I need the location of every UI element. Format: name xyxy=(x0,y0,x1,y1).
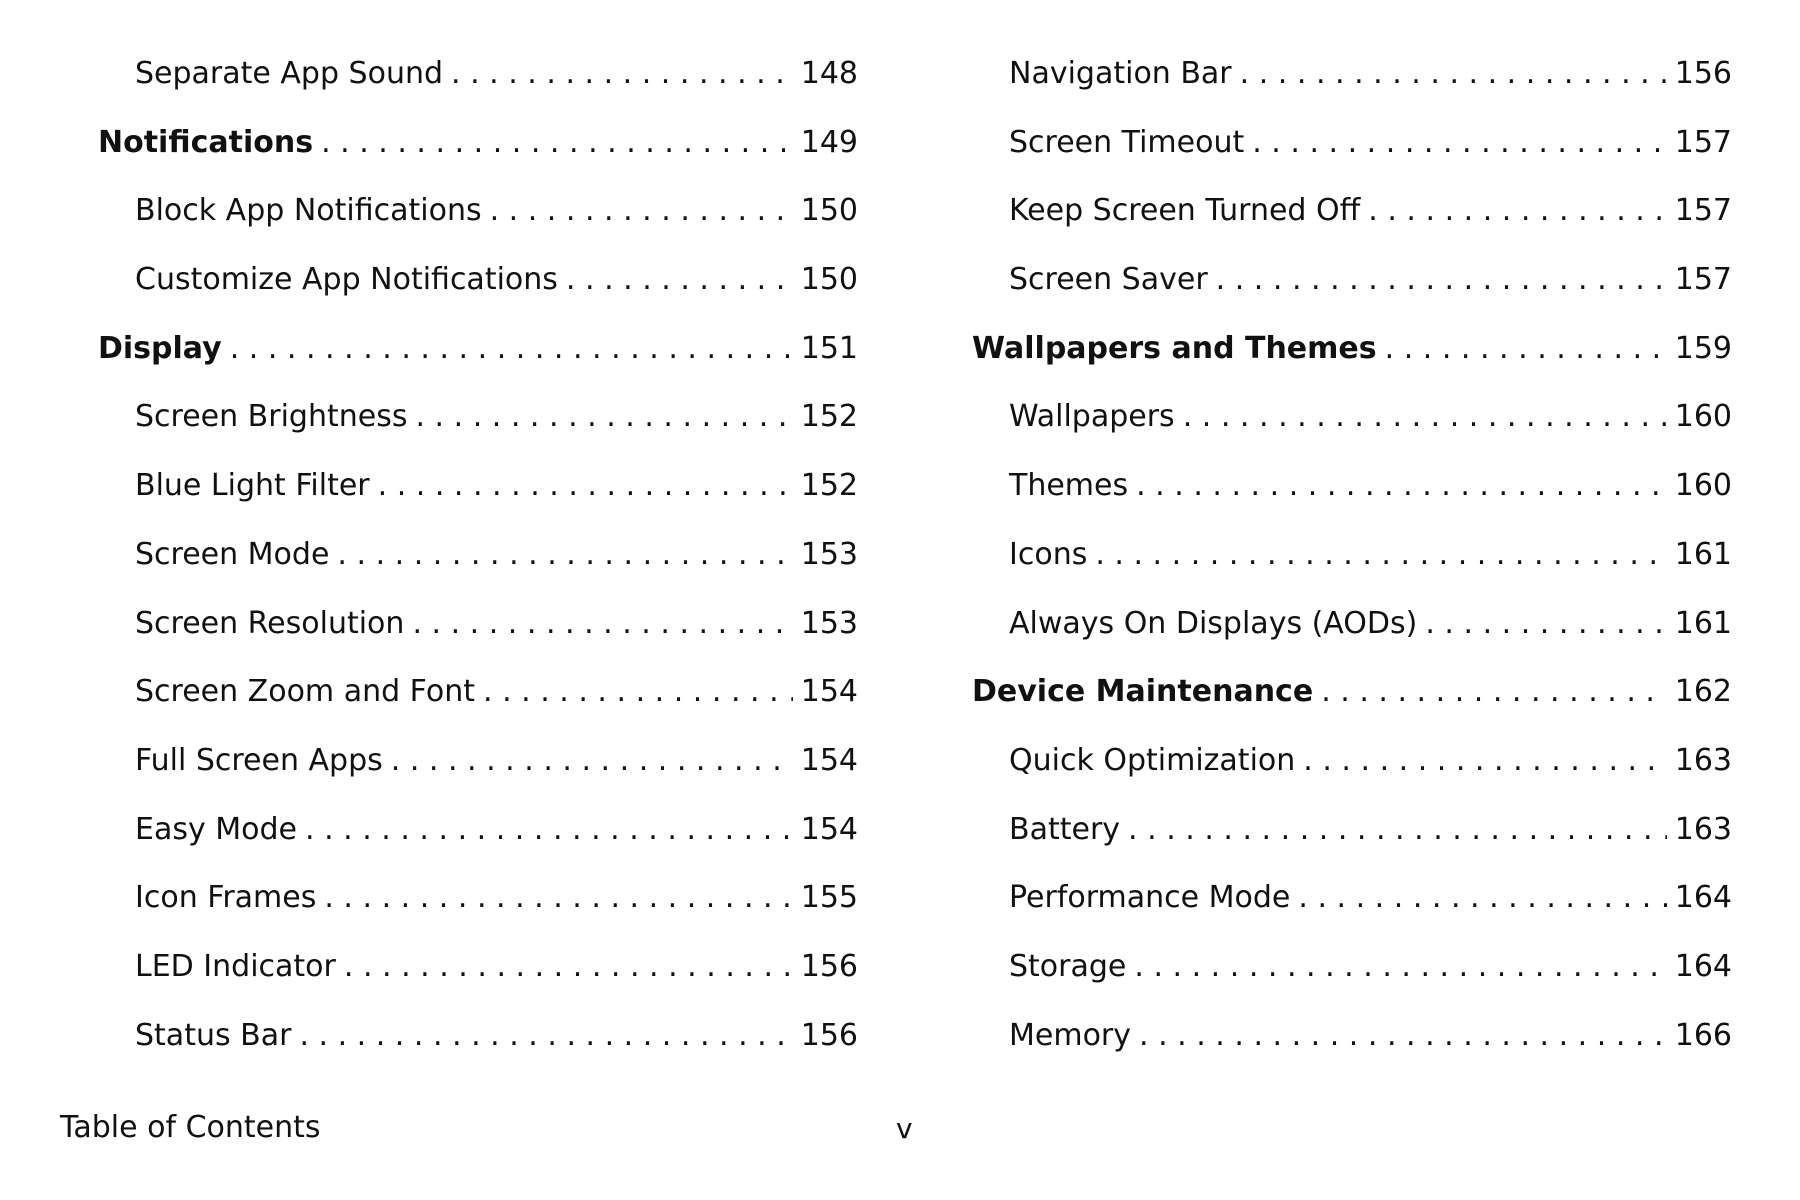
toc-subsection-entry[interactable] xyxy=(98,521,858,590)
toc-column-right xyxy=(972,40,1732,1070)
toc-entry-page-number: 157 xyxy=(1674,193,1732,229)
toc-entry-title: Screen Mode xyxy=(135,536,330,572)
toc-subsection-entry[interactable] xyxy=(98,933,858,1002)
toc-entry-page-number: 151 xyxy=(800,330,858,366)
toc-entry-title: Separate App Sound xyxy=(135,56,444,91)
toc-entry-page-number: 164 xyxy=(1674,948,1732,984)
toc-entry-page-number: 161 xyxy=(1674,536,1732,572)
toc-entry-page-number: 160 xyxy=(1674,468,1732,504)
toc-entry-title: Icon Frames xyxy=(135,880,317,916)
toc-entry-title: Blue Light Filter xyxy=(135,468,370,504)
toc-dot-leader xyxy=(321,109,793,178)
toc-entry-page-number: 154 xyxy=(800,674,858,710)
toc-dot-leader xyxy=(1136,452,1667,521)
toc-entry-page-number: 157 xyxy=(1674,262,1732,298)
toc-dot-leader xyxy=(412,590,792,659)
toc-entry-page-number: 155 xyxy=(800,880,858,916)
toc-dot-leader xyxy=(230,315,793,384)
toc-entry-page-number: 156 xyxy=(1674,56,1732,91)
toc-subsection-entry[interactable] xyxy=(972,177,1732,246)
toc-dot-leader xyxy=(1385,315,1667,384)
toc-dot-leader xyxy=(1134,933,1666,1002)
toc-entry-page-number: 150 xyxy=(800,193,858,229)
toc-dot-leader xyxy=(324,864,792,933)
toc-subsection-entry[interactable] xyxy=(972,796,1732,865)
footer-page-number: v xyxy=(896,1112,913,1145)
toc-entry-title: Screen Timeout xyxy=(1009,124,1245,160)
toc-entry-title: Navigation Bar xyxy=(1009,56,1232,91)
toc-subsection-entry[interactable] xyxy=(972,727,1732,796)
toc-entry-title: Block App Notifications xyxy=(135,193,482,229)
toc-dot-leader xyxy=(415,383,792,452)
toc-entry-title: Themes xyxy=(1009,468,1129,504)
toc-dot-leader xyxy=(566,246,793,315)
toc-entry-title: Screen Resolution xyxy=(135,605,405,641)
toc-entry-page-number: 164 xyxy=(1674,880,1732,916)
toc-subsection-entry[interactable] xyxy=(98,1002,858,1071)
toc-dot-leader xyxy=(1128,796,1667,865)
toc-entry-title: Always On Displays (AODs) xyxy=(1009,605,1418,641)
toc-subsection-entry[interactable] xyxy=(972,40,1732,109)
toc-dot-leader xyxy=(378,452,793,521)
toc-subsection-entry[interactable] xyxy=(98,452,858,521)
toc-dot-leader xyxy=(1321,658,1667,727)
toc-subsection-entry[interactable] xyxy=(98,727,858,796)
toc-entry-page-number: 156 xyxy=(800,948,858,984)
toc-entry-page-number: 156 xyxy=(800,1017,858,1053)
toc-entry-title: Wallpapers and Themes xyxy=(972,330,1377,366)
toc-entry-title: Memory xyxy=(1009,1017,1132,1053)
toc-section-entry[interactable] xyxy=(98,315,858,384)
toc-entry-page-number: 149 xyxy=(800,124,858,160)
toc-entry-page-number: 152 xyxy=(800,399,858,435)
toc-subsection-entry[interactable] xyxy=(98,796,858,865)
toc-dot-leader xyxy=(337,521,792,590)
toc-entry-title: Screen Zoom and Font xyxy=(135,674,475,710)
toc-entry-title: Performance Mode xyxy=(1009,880,1291,916)
toc-subsection-entry[interactable] xyxy=(972,452,1732,521)
toc-section-entry[interactable] xyxy=(972,315,1732,384)
toc-dot-leader xyxy=(490,177,793,246)
toc-entry-page-number: 152 xyxy=(800,468,858,504)
toc-dot-leader xyxy=(1252,109,1667,178)
toc-subsection-entry[interactable] xyxy=(98,658,858,727)
toc-entry-page-number: 154 xyxy=(800,811,858,847)
toc-dot-leader xyxy=(1240,40,1667,109)
toc-subsection-entry[interactable] xyxy=(98,246,858,315)
toc-entry-title: Keep Screen Turned Off xyxy=(1009,193,1361,229)
toc-entry-page-number: 162 xyxy=(1674,674,1732,710)
toc-entry-title: Screen Saver xyxy=(1009,262,1208,298)
toc-column-left xyxy=(98,40,858,1070)
toc-dot-leader xyxy=(1303,727,1666,796)
toc-dot-leader xyxy=(483,658,793,727)
toc-section-entry[interactable] xyxy=(972,658,1732,727)
toc-entry-title: Screen Brightness xyxy=(135,399,408,435)
toc-entry-page-number: 153 xyxy=(800,605,858,641)
toc-entry-title: Display xyxy=(98,330,222,366)
toc-dot-leader xyxy=(1216,246,1667,315)
toc-subsection-entry[interactable] xyxy=(972,246,1732,315)
toc-entry-title: Wallpapers xyxy=(1009,399,1175,435)
toc-dot-leader xyxy=(451,40,793,109)
footer-label: Table of Contents xyxy=(60,1110,321,1145)
toc-subsection-entry[interactable] xyxy=(972,1002,1732,1071)
toc-dot-leader xyxy=(1183,383,1667,452)
toc-entry-title: Battery xyxy=(1009,811,1121,847)
toc-dot-leader xyxy=(1095,521,1666,590)
toc-entry-title: LED Indicator xyxy=(135,948,336,984)
toc-entry-title: Status Bar xyxy=(135,1017,292,1053)
toc-subsection-entry[interactable] xyxy=(98,177,858,246)
toc-dot-leader xyxy=(391,727,793,796)
toc-subsection-entry[interactable] xyxy=(972,383,1732,452)
toc-subsection-entry[interactable] xyxy=(972,933,1732,1002)
toc-entry-page-number: 157 xyxy=(1674,124,1732,160)
toc-entry-page-number: 163 xyxy=(1674,811,1732,847)
toc-entry-title: Customize App Notifications xyxy=(135,262,558,298)
toc-subsection-entry[interactable] xyxy=(972,109,1732,178)
toc-dot-leader xyxy=(1298,864,1666,933)
toc-entry-title: Storage xyxy=(1009,948,1127,984)
toc-subsection-entry[interactable] xyxy=(98,590,858,659)
toc-entry-page-number: 166 xyxy=(1674,1017,1732,1053)
toc-subsection-entry[interactable] xyxy=(972,590,1732,659)
toc-subsection-entry[interactable] xyxy=(98,383,858,452)
toc-entry-title: Easy Mode xyxy=(135,811,297,847)
toc-entry-page-number: 148 xyxy=(800,56,858,91)
toc-dot-leader xyxy=(305,796,793,865)
toc-subsection-entry[interactable] xyxy=(98,40,858,109)
toc-dot-leader xyxy=(1368,177,1666,246)
toc-entry-title: Quick Optimization xyxy=(1009,742,1296,778)
toc-entry-page-number: 150 xyxy=(800,262,858,298)
toc-section-entry[interactable] xyxy=(98,109,858,178)
toc-subsection-entry[interactable] xyxy=(972,521,1732,590)
toc-entry-title: Notifications xyxy=(98,124,314,160)
toc-dot-leader xyxy=(299,1002,792,1071)
toc-entry-page-number: 153 xyxy=(800,536,858,572)
toc-entry-page-number: 161 xyxy=(1674,605,1732,641)
toc-entry-title: Device Maintenance xyxy=(972,674,1314,710)
toc-entry-page-number: 154 xyxy=(800,742,858,778)
toc-entry-page-number: 160 xyxy=(1674,399,1732,435)
toc-entry-page-number: 159 xyxy=(1674,330,1732,366)
toc-dot-leader xyxy=(344,933,793,1002)
toc-dot-leader xyxy=(1139,1002,1667,1071)
toc-dot-leader xyxy=(1425,590,1666,659)
toc-subsection-entry[interactable] xyxy=(972,864,1732,933)
toc-entry-title: Full Screen Apps xyxy=(135,742,383,778)
toc-entry-page-number: 163 xyxy=(1674,742,1732,778)
toc-subsection-entry[interactable] xyxy=(98,864,858,933)
toc-entry-title: Icons xyxy=(1009,536,1088,572)
